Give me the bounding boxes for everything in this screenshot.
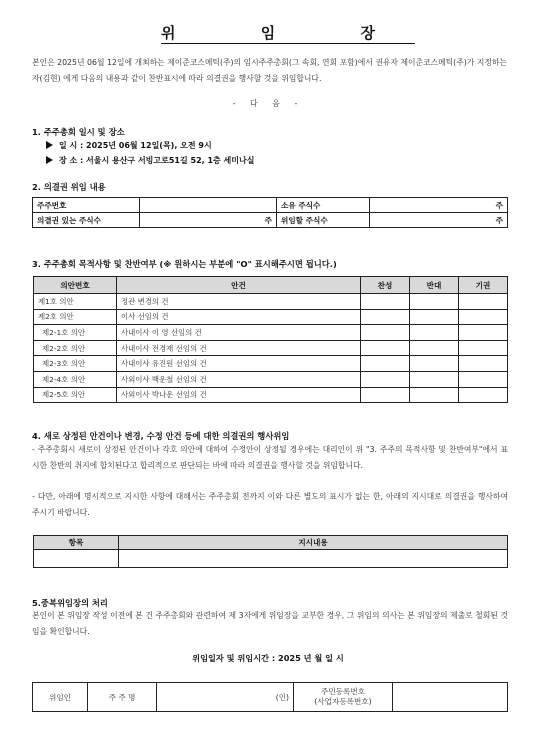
agenda-no-cell: 제2-3호 의안: [34, 356, 117, 372]
vote-for-cell[interactable]: [361, 309, 410, 325]
vote-against-cell[interactable]: [410, 340, 459, 356]
instruction-table: [33, 535, 508, 568]
section-2-heading: 2. 의결권 위임 내용: [32, 182, 106, 192]
delegated-shares-label: 위임할 주식수: [277, 213, 370, 228]
agenda-item-cell: 사내이사 이 영 선임의 건: [117, 325, 361, 341]
triangle-bullet-icon: [46, 141, 53, 149]
vote-abstain-cell[interactable]: [459, 371, 508, 387]
agenda-no-cell: 제2-2호 의안: [34, 340, 117, 356]
owned-shares-field[interactable]: 주: [370, 198, 508, 213]
agenda-no-cell: 제2-4호 의안: [34, 371, 117, 387]
agenda-item-cell: 사외이사 박나운 선임의 건: [117, 387, 361, 403]
agenda-table: [33, 276, 508, 403]
agenda-row: [34, 371, 508, 387]
id-number-field[interactable]: [393, 683, 508, 712]
vote-abstain-cell[interactable]: [459, 325, 508, 341]
seal-mark: (인): [275, 692, 289, 702]
col-agenda-no: 의안번호: [34, 277, 117, 294]
meeting-place: 장 소 : 서울시 용산구 서빙고로51길 52, 1층 세미나실: [46, 155, 254, 166]
vote-for-cell[interactable]: [361, 371, 410, 387]
follows-marker: - 다 음 -: [232, 99, 304, 108]
vote-for-cell[interactable]: [361, 387, 410, 403]
col-abstain: 기권: [459, 277, 508, 294]
agenda-item-cell: 정관 변경의 건: [117, 294, 361, 310]
shareholder-no-label: 주주번호: [33, 198, 140, 213]
section-4-heading: 4. 새로 상정된 안건이나 변경, 수정 안건 등에 대한 의결권의 행사위임: [32, 431, 290, 441]
agenda-item-cell: 이사 선임의 건: [117, 309, 361, 325]
triangle-bullet-icon: [46, 156, 53, 164]
agenda-no-cell: 제2-5호 의안: [34, 387, 117, 403]
agenda-row: [34, 309, 508, 325]
vote-for-cell[interactable]: [361, 356, 410, 372]
agenda-row: [34, 356, 508, 372]
agenda-row: [34, 294, 508, 310]
instruction-item-cell[interactable]: [34, 550, 119, 568]
vote-abstain-cell[interactable]: [459, 294, 508, 310]
agenda-row: [34, 325, 508, 341]
section-5-paragraph: 본인이 본 위임장 작성 이전에 본 건 주주총회와 관련하여 제 3자에게 위임장을 교부한 경우, 그 위임의 의사는 본 위임장의 제출로 철회된 것임을 확인합니다.: [32, 611, 508, 636]
voting-shares-field[interactable]: 주: [140, 213, 277, 228]
agenda-no-cell: 제1호 의안: [34, 294, 117, 310]
shareholder-no-field[interactable]: [140, 198, 277, 213]
vote-for-cell[interactable]: [361, 294, 410, 310]
meeting-date: 일 시 : 2025년 06월 12일(목), 오전 9시: [46, 140, 212, 151]
delegator-label: 위임인: [33, 683, 88, 712]
document-title: 위 임 장: [161, 24, 415, 42]
name-field[interactable]: [157, 683, 294, 712]
vote-against-cell[interactable]: [410, 371, 459, 387]
signature-table: [32, 682, 508, 712]
vote-for-cell[interactable]: [361, 325, 410, 341]
delegated-shares-field[interactable]: 주: [370, 213, 508, 228]
section-4-paragraph-1: - 주주총회시 새로이 상정된 안건이나 각호 의안에 대하여 수정안이 상정될 경우에는 대리인이 위 "3. 주주의 목적사항 및 찬반여부"에서 표시한 찬반의 취지에 합치된다고 합리적으로 판단되는 바에 따라 의결권을 행사할 것을 위임합니다.: [32, 445, 508, 470]
instruction-content-cell[interactable]: [119, 550, 508, 568]
owned-shares-label: 소유 주식수: [277, 198, 370, 213]
vote-against-cell[interactable]: [410, 325, 459, 341]
section-3-heading: 3. 주주총회 목적사항 및 찬반여부 (※ 원하시는 부분에 "O" 표시해주시면 됩니다.): [32, 259, 337, 269]
section-5-heading: 5.중복위임장의 처리: [32, 598, 108, 608]
vote-for-cell[interactable]: [361, 340, 410, 356]
vote-abstain-cell[interactable]: [459, 309, 508, 325]
agenda-no-cell: 제2호 의안: [34, 309, 117, 325]
agenda-row: [34, 387, 508, 403]
agenda-item-cell: 사내이사 전경재 선임의 건: [117, 340, 361, 356]
col-for: 찬성: [361, 277, 410, 294]
section-1-heading: 1. 주주총회 일시 및 장소: [32, 127, 125, 137]
voting-shares-label: 의결권 있는 주식수: [33, 213, 140, 228]
col-instruction: 지시내용: [119, 536, 508, 550]
delegation-datetime: 위임일자 및 위임시간 : 2025 년 월 일 시: [192, 653, 344, 663]
vote-against-cell[interactable]: [410, 356, 459, 372]
col-item: 항목: [34, 536, 119, 550]
delegation-table: [32, 197, 508, 228]
agenda-no-cell: 제2-1호 의안: [34, 325, 117, 341]
agenda-item-cell: 사내이사 유진원 선임의 건: [117, 356, 361, 372]
section-4-paragraph-2: - 다만, 아래에 명시적으로 지시한 사항에 대해서는 주주총회 전까지 이와 다른 별도의 표시가 없는 한, 아래의 지시대로 의결권을 행사하여 주시기 바랍니다.: [32, 492, 508, 517]
vote-against-cell[interactable]: [410, 294, 459, 310]
id-number-label: 주민등록번호 (사업자등록번호): [294, 683, 393, 712]
agenda-row: [34, 340, 508, 356]
intro-paragraph: 본인은 2025년 06월 12일에 개최하는 제이준코스메틱(주)의 임시주주총회(그 속회, 연회 포함)에서 권유자 제이준코스메틱(주)가 지정하는 자(김현) 에게 다음의 내용과 같이 찬반표시에 따라 의결권을 행사할 것을 위임합니다.: [32, 58, 507, 83]
name-label: 주 주 명: [88, 683, 157, 712]
col-against: 반대: [410, 277, 459, 294]
vote-abstain-cell[interactable]: [459, 356, 508, 372]
vote-abstain-cell[interactable]: [459, 340, 508, 356]
col-agenda-item: 안건: [117, 277, 361, 294]
vote-against-cell[interactable]: [410, 309, 459, 325]
agenda-item-cell: 사외이사 백운철 선임의 건: [117, 371, 361, 387]
vote-against-cell[interactable]: [410, 387, 459, 403]
vote-abstain-cell[interactable]: [459, 387, 508, 403]
